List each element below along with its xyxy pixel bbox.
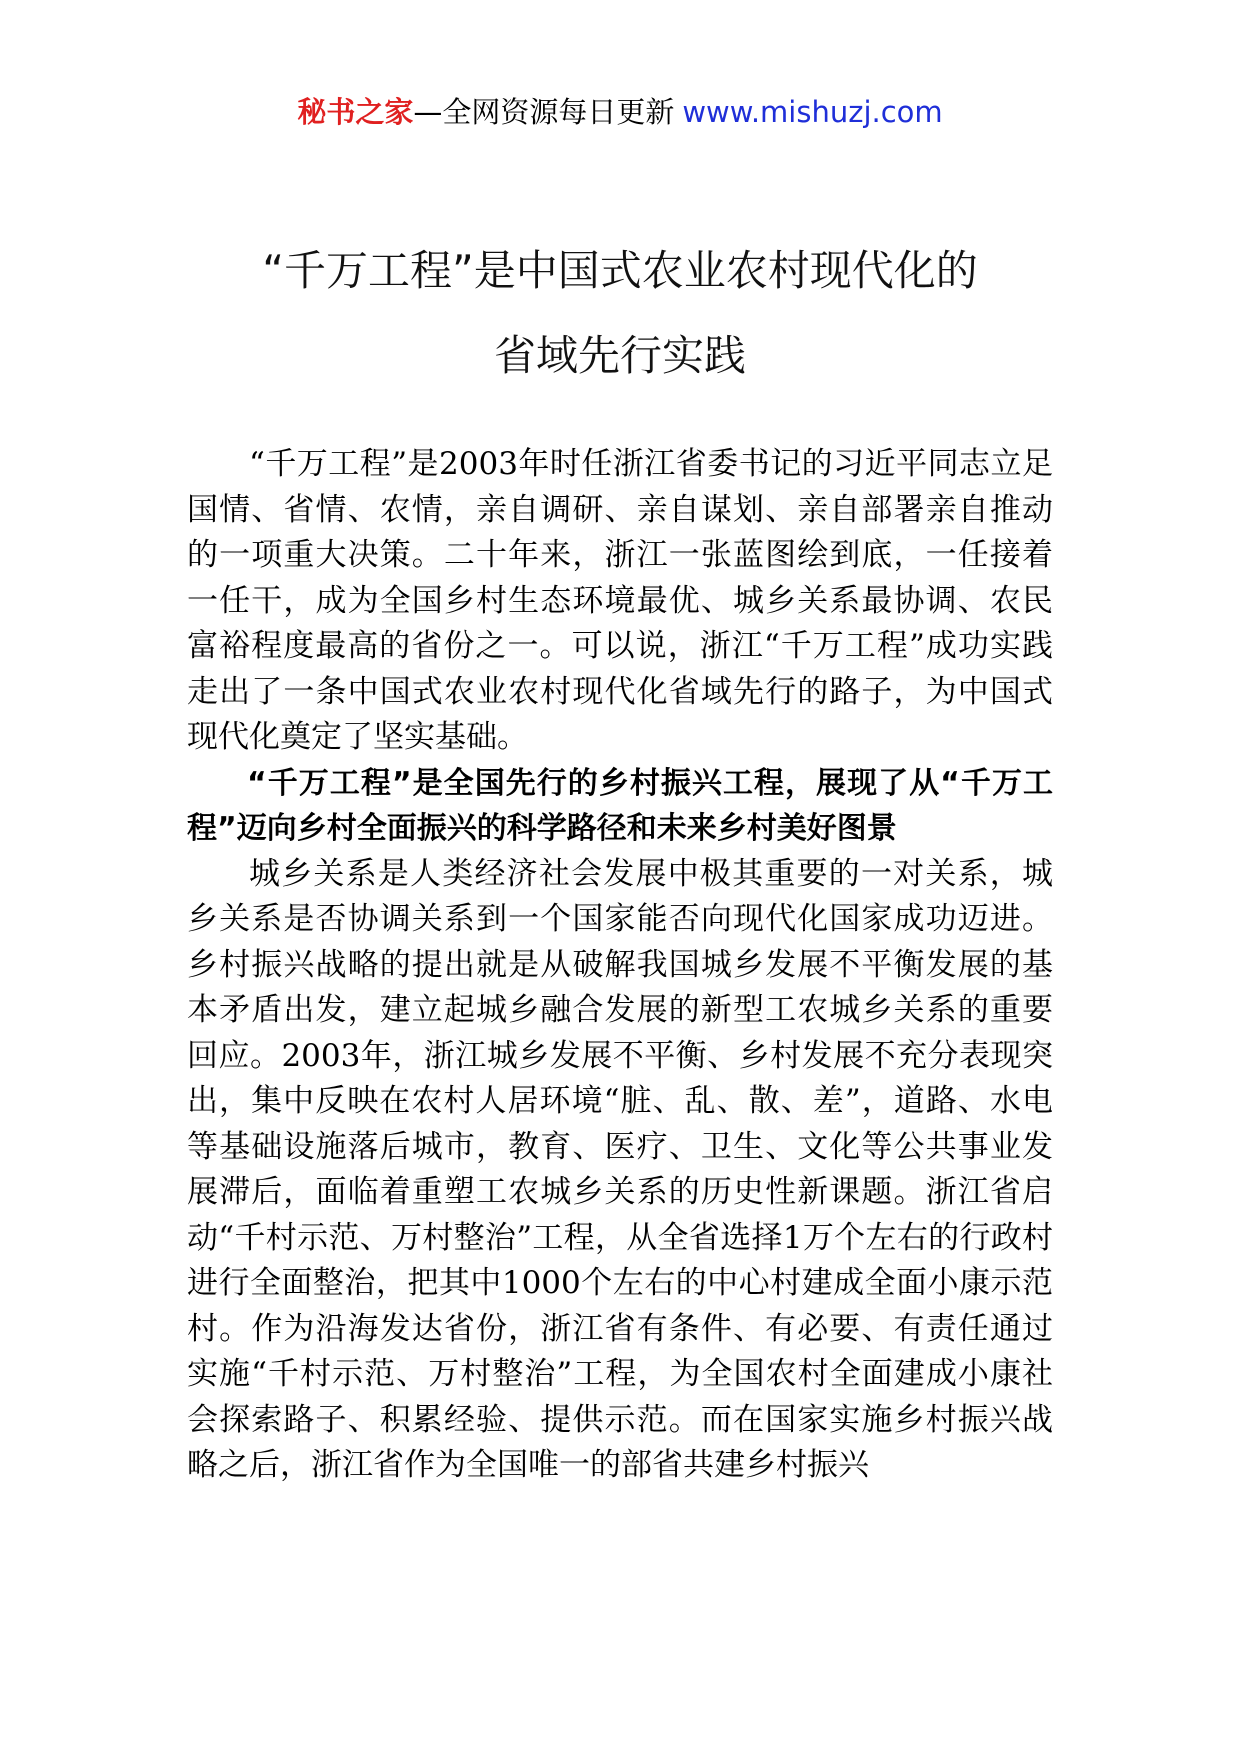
site-url-link[interactable]: www.mishuzj.com: [682, 95, 943, 129]
document-body: [187, 442, 1053, 1489]
document-title: [0, 228, 1240, 398]
body-paragraph-1: “千万工程”是2003年时任浙江省委书记的习近平同志立足国情、省情、农情，亲自调研、亲自谋划、亲自部署亲自推动的一项重大决策。二十年来，浙江一张蓝图绘到底，一任接着一任干，成为全国乡村生态环境最优、城乡关系最协调、农民富裕程度最高的省份之一。可以说，浙江“千万工程”成功实践走出了一条中国式农业农村现代化省域先行的路子，为中国式现代化奠定了坚实基础。: [187, 446, 1053, 755]
title-line-2: 省域先行实践: [493, 331, 746, 380]
site-brand: 秘书之家: [297, 95, 414, 129]
body-paragraph-2: 城乡关系是人类经济社会发展中极其重要的一对关系，城乡关系是否协调关系到一个国家能否向现代化国家成功迈进。乡村振兴战略的提出就是从破解我国城乡发展不平衡发展的基本矛盾出发，建立起城乡融合发展的新型工农城乡关系的重要回应。2003年，浙江城乡发展不平衡、乡村发展不充分表现突出，集中反映在农村人居环境“脏、乱、散、差”，道路、水电等基础设施落后城市，教育、医疗、卫生、文化等公共事业发展滞后，面临着重塑工农城乡关系的历史性新课题。浙江省启动“千村示范、万村整治”工程，从全省选择1万个左右的行政村进行全面整治，把其中1000个左右的中心村建成全面小康示范村。作为沿海发达省份，浙江省有条件、有必要、有责任通过实施“千村示范、万村整治”工程，为全国农村全面建成小康社会探索路子、积累经验、提供示范。而在国家实施乡村振兴战略之后，浙江省作为全国唯一的部省共建乡村振兴: [187, 855, 1053, 1483]
site-header: [0, 92, 1240, 132]
site-tagline: —全网资源每日更新: [413, 95, 675, 129]
section-heading-1: “千万工程”是全国先行的乡村振兴工程，展现了从“千万工程”迈向乡村全面振兴的科学路径和未来乡村美好图景: [187, 765, 1053, 846]
title-line-1: “千万工程”是中国式农业农村现代化的: [262, 246, 978, 295]
